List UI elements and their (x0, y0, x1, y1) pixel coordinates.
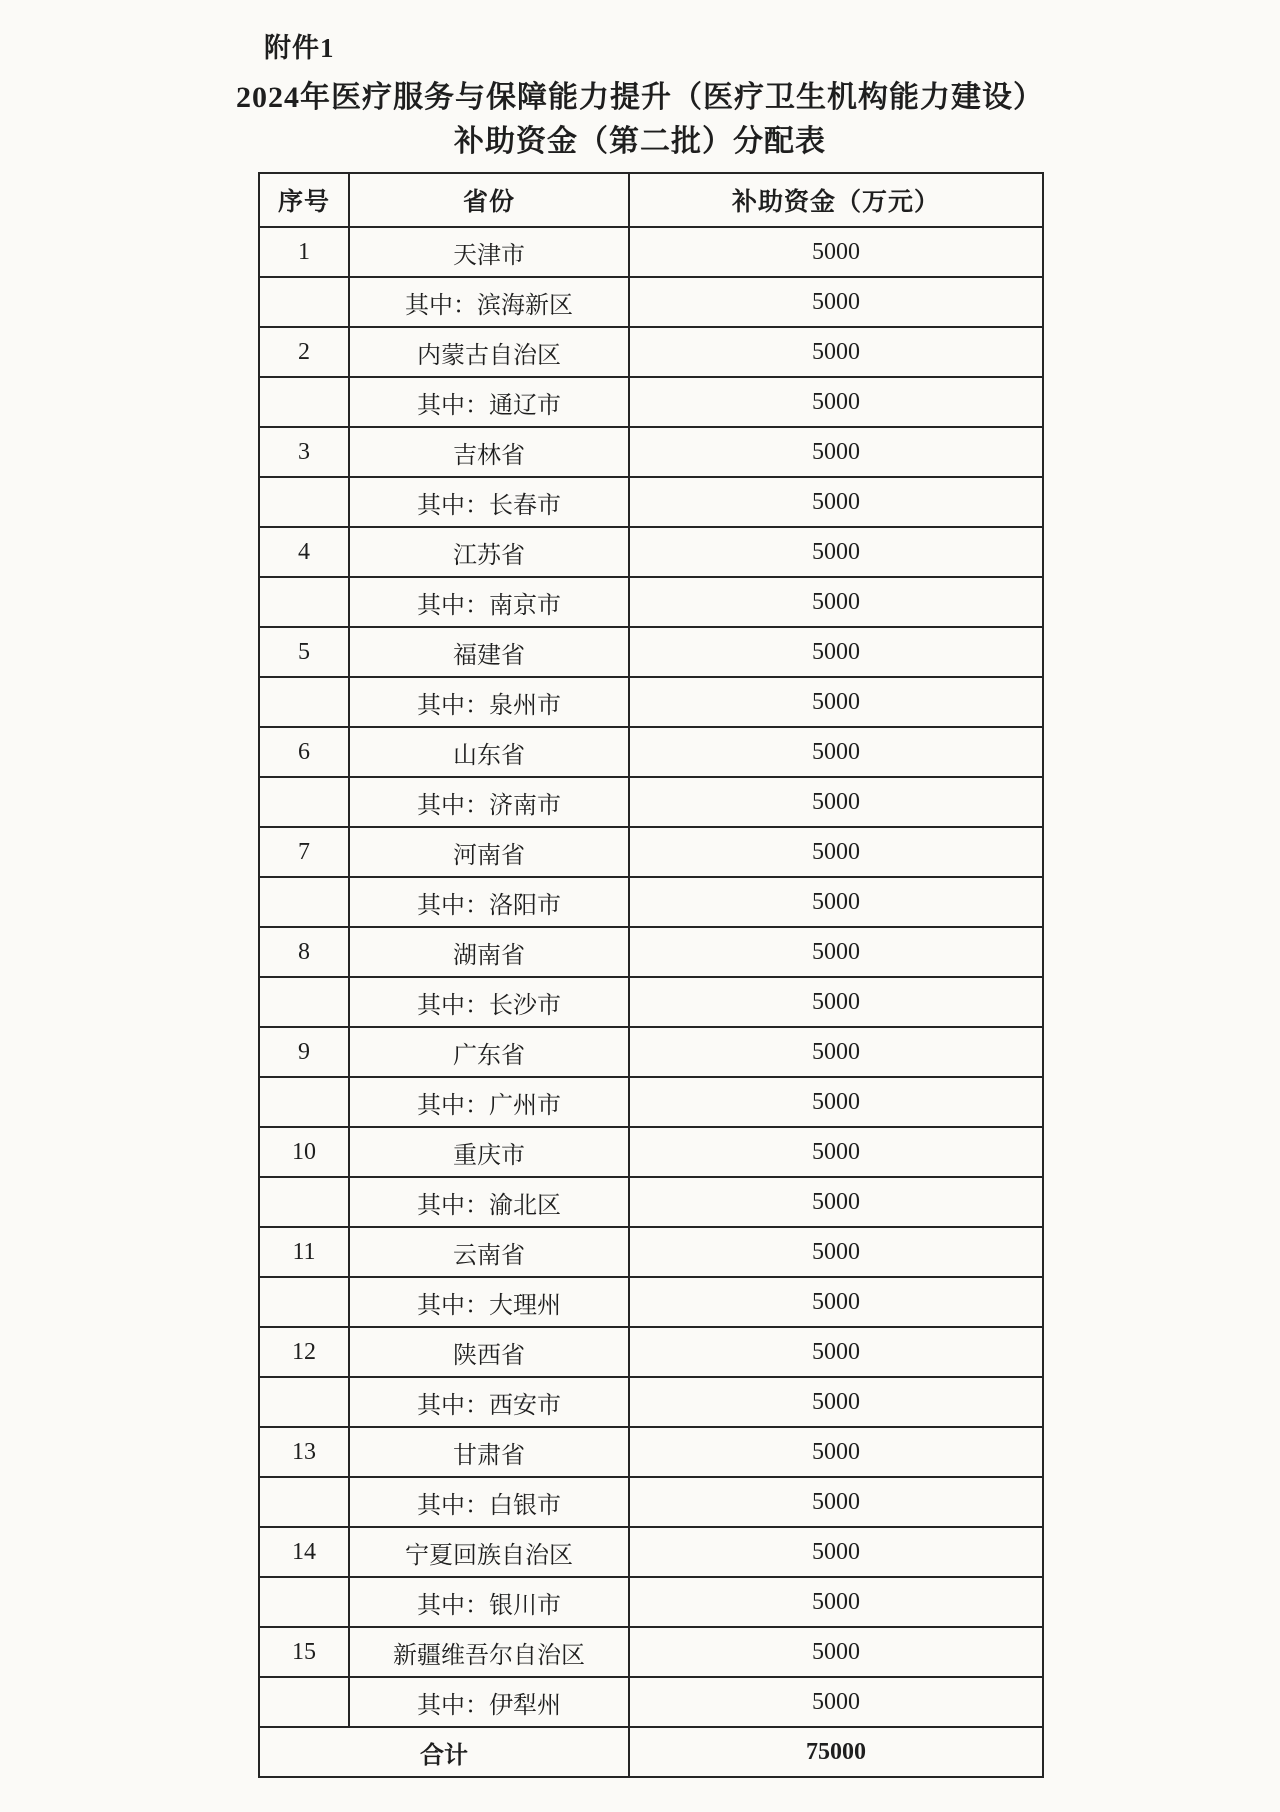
row-amount-cell: 5000 (629, 1577, 1043, 1627)
row-region-cell: 陕西省 (349, 1327, 629, 1377)
row-region-cell: 其中：长沙市 (349, 977, 629, 1027)
table-row (259, 477, 1043, 527)
table-row (259, 927, 1043, 977)
table-row (259, 1327, 1043, 1377)
row-no-cell: 9 (259, 1027, 349, 1077)
row-no-cell: 10 (259, 1127, 349, 1177)
table-row (259, 977, 1043, 1027)
table-row (259, 877, 1043, 927)
total-amount-cell: 75000 (629, 1727, 1043, 1777)
total-label-cell: 合计 (259, 1727, 629, 1777)
table-row (259, 1177, 1043, 1227)
table-row (259, 1277, 1043, 1327)
table-row (259, 1027, 1043, 1077)
row-region-cell: 新疆维吾尔自治区 (349, 1627, 629, 1677)
row-amount-cell: 5000 (629, 527, 1043, 577)
table-header (259, 173, 1043, 227)
table-row (259, 1427, 1043, 1477)
table-row (259, 827, 1043, 877)
row-no-cell (259, 377, 349, 427)
row-region-cell: 其中：广州市 (349, 1077, 629, 1127)
row-region-cell: 其中：滨海新区 (349, 277, 629, 327)
row-amount-cell: 5000 (629, 1077, 1043, 1127)
row-amount-cell: 5000 (629, 1677, 1043, 1727)
row-no-cell: 12 (259, 1327, 349, 1377)
table-body (259, 227, 1043, 1727)
row-amount-cell: 5000 (629, 1227, 1043, 1277)
row-amount-cell: 5000 (629, 477, 1043, 527)
row-region-cell: 宁夏回族自治区 (349, 1527, 629, 1577)
row-region-cell: 福建省 (349, 627, 629, 677)
table-row (259, 427, 1043, 477)
attachment-label: 附件1 (264, 33, 335, 63)
row-no-cell: 3 (259, 427, 349, 477)
row-no-cell (259, 577, 349, 627)
row-no-cell (259, 1377, 349, 1427)
row-region-cell: 内蒙古自治区 (349, 327, 629, 377)
table-row (259, 1377, 1043, 1427)
row-region-cell: 天津市 (349, 227, 629, 277)
row-region-cell: 其中：渝北区 (349, 1177, 629, 1227)
row-region-cell: 其中：白银市 (349, 1477, 629, 1527)
row-amount-cell: 5000 (629, 227, 1043, 277)
row-no-cell: 15 (259, 1627, 349, 1677)
row-region-cell: 其中：济南市 (349, 777, 629, 827)
row-amount-cell: 5000 (629, 427, 1043, 477)
row-amount-cell: 5000 (629, 927, 1043, 977)
row-amount-cell: 5000 (629, 377, 1043, 427)
row-no-cell: 4 (259, 527, 349, 577)
table-row (259, 577, 1043, 627)
table-row (259, 1127, 1043, 1177)
row-amount-cell: 5000 (629, 1627, 1043, 1677)
row-amount-cell: 5000 (629, 1177, 1043, 1227)
header-row (259, 173, 1043, 227)
row-amount-cell: 5000 (629, 577, 1043, 627)
row-no-cell (259, 1577, 349, 1627)
table-row (259, 627, 1043, 677)
row-amount-cell: 5000 (629, 727, 1043, 777)
row-amount-cell: 5000 (629, 1527, 1043, 1577)
row-region-cell: 其中：长春市 (349, 477, 629, 527)
row-no-cell: 1 (259, 227, 349, 277)
table-row (259, 1227, 1043, 1277)
row-amount-cell: 5000 (629, 1477, 1043, 1527)
row-no-cell (259, 1077, 349, 1127)
table-row (259, 1627, 1043, 1677)
row-region-cell: 其中：大理州 (349, 1277, 629, 1327)
row-amount-cell: 5000 (629, 877, 1043, 927)
row-region-cell: 河南省 (349, 827, 629, 877)
row-region-cell: 其中：伊犁州 (349, 1677, 629, 1727)
row-no-cell: 13 (259, 1427, 349, 1477)
row-no-cell (259, 277, 349, 327)
row-region-cell: 其中：银川市 (349, 1577, 629, 1627)
row-no-cell: 8 (259, 927, 349, 977)
row-amount-cell: 5000 (629, 827, 1043, 877)
table-row (259, 727, 1043, 777)
total-row (259, 1727, 1043, 1777)
row-amount-cell: 5000 (629, 1427, 1043, 1477)
row-amount-cell: 5000 (629, 1277, 1043, 1327)
header-cell-amount: 补助资金（万元） (629, 173, 1043, 227)
table-row (259, 1577, 1043, 1627)
row-no-cell: 7 (259, 827, 349, 877)
row-amount-cell: 5000 (629, 1127, 1043, 1177)
row-no-cell (259, 977, 349, 1027)
table-row (259, 777, 1043, 827)
row-no-cell (259, 477, 349, 527)
row-no-cell (259, 777, 349, 827)
table-row (259, 227, 1043, 277)
row-region-cell: 广东省 (349, 1027, 629, 1077)
document-title-line2: 补助资金（第二批）分配表 (454, 125, 826, 158)
row-region-cell: 其中：南京市 (349, 577, 629, 627)
header-cell-no: 序号 (259, 173, 349, 227)
table-row (259, 277, 1043, 327)
row-region-cell: 江苏省 (349, 527, 629, 577)
row-no-cell: 6 (259, 727, 349, 777)
row-amount-cell: 5000 (629, 977, 1043, 1027)
table-row (259, 1527, 1043, 1577)
row-amount-cell: 5000 (629, 627, 1043, 677)
row-amount-cell: 5000 (629, 677, 1043, 727)
row-region-cell: 山东省 (349, 727, 629, 777)
row-amount-cell: 5000 (629, 1377, 1043, 1427)
row-amount-cell: 5000 (629, 277, 1043, 327)
table-row (259, 1077, 1043, 1127)
row-region-cell: 其中：西安市 (349, 1377, 629, 1427)
document-title-line1: 2024年医疗服务与保障能力提升（医疗卫生机构能力建设） (236, 81, 1044, 114)
row-no-cell: 11 (259, 1227, 349, 1277)
table-row (259, 327, 1043, 377)
row-no-cell (259, 1277, 349, 1327)
row-region-cell: 甘肃省 (349, 1427, 629, 1477)
table-row (259, 677, 1043, 727)
row-no-cell: 5 (259, 627, 349, 677)
row-no-cell: 14 (259, 1527, 349, 1577)
row-no-cell: 2 (259, 327, 349, 377)
row-amount-cell: 5000 (629, 777, 1043, 827)
row-region-cell: 重庆市 (349, 1127, 629, 1177)
header-cell-region: 省份 (349, 173, 629, 227)
row-region-cell: 其中：洛阳市 (349, 877, 629, 927)
row-no-cell (259, 877, 349, 927)
row-region-cell: 湖南省 (349, 927, 629, 977)
table-row (259, 527, 1043, 577)
table-row (259, 1677, 1043, 1727)
row-region-cell: 吉林省 (349, 427, 629, 477)
row-no-cell (259, 677, 349, 727)
table-row (259, 1477, 1043, 1527)
table-footer (259, 1727, 1043, 1777)
row-no-cell (259, 1677, 349, 1727)
allocation-table (258, 172, 1044, 1778)
row-region-cell: 云南省 (349, 1227, 629, 1277)
row-amount-cell: 5000 (629, 1327, 1043, 1377)
row-region-cell: 其中：泉州市 (349, 677, 629, 727)
row-no-cell (259, 1177, 349, 1227)
row-amount-cell: 5000 (629, 327, 1043, 377)
table-row (259, 377, 1043, 427)
row-no-cell (259, 1477, 349, 1527)
row-region-cell: 其中：通辽市 (349, 377, 629, 427)
row-amount-cell: 5000 (629, 1027, 1043, 1077)
